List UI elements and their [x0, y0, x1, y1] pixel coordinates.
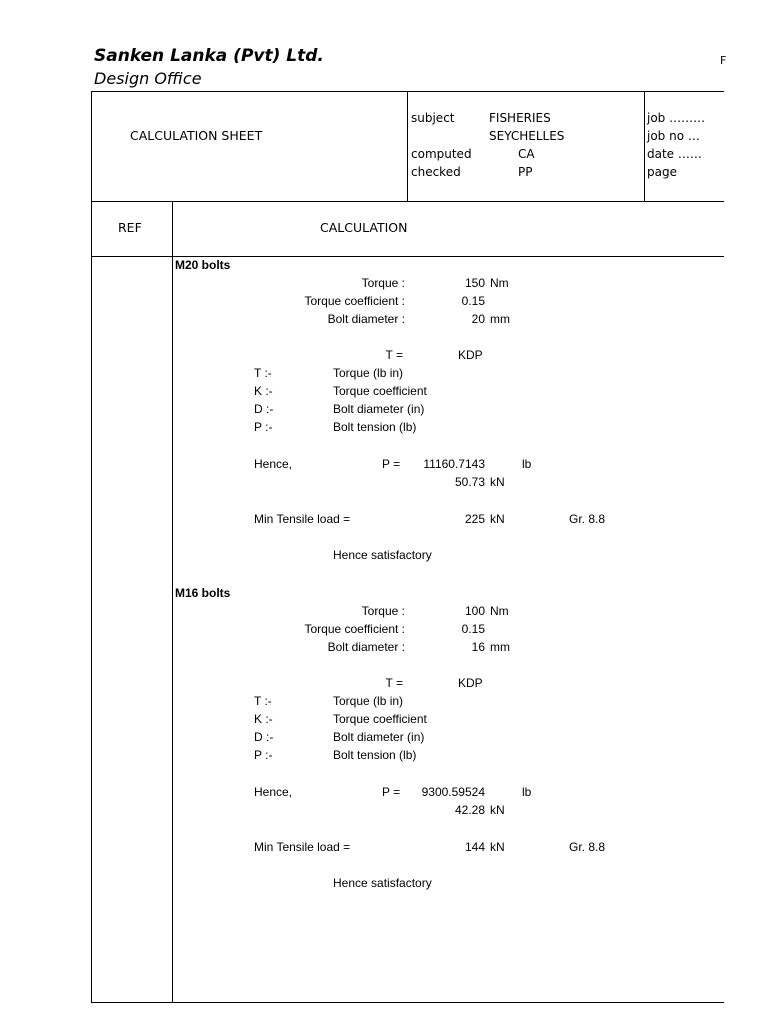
formula-rhs: KDP	[458, 348, 483, 362]
bolt-tension-unit-lb: lb	[522, 457, 532, 471]
definition-symbol: D :-	[254, 730, 274, 744]
job-no-label: job no …	[647, 129, 700, 143]
torque-coefficient-value: 0.15	[461, 622, 485, 636]
bolt-diameter-value: 20	[471, 312, 485, 326]
torque-unit: Nm	[490, 276, 509, 290]
formula-lhs: T =	[385, 676, 403, 690]
definition-symbol: D :-	[254, 402, 274, 416]
definition-description: Torque (lb in)	[333, 366, 404, 380]
hence-label: Hence,	[254, 785, 293, 799]
section-title: M20 bolts	[175, 258, 231, 272]
min-tensile-load-unit: kN	[490, 512, 505, 526]
bolt-tension-label: P =	[382, 785, 401, 799]
bolt-diameter-label: Bolt diameter :	[327, 640, 405, 654]
bolt-grade: Gr. 8.8	[569, 512, 606, 526]
torque-coefficient-value: 0.15	[461, 294, 485, 308]
definition-symbol: K :-	[254, 712, 273, 726]
definition-symbol: T :-	[254, 694, 272, 708]
definition-description: Bolt diameter (in)	[333, 402, 425, 416]
subject-line-2: SEYCHELLES	[489, 129, 565, 143]
bolt-tension-value-kn: 50.73	[454, 475, 485, 489]
bolt-tension-value-kn: 42.28	[454, 803, 485, 817]
date-label: date ……	[647, 147, 702, 161]
conclusion-text: Hence satisfactory	[333, 548, 432, 562]
table-bottom-border	[91, 1002, 724, 1003]
company-name: Sanken Lanka (Pvt) Ltd.	[94, 46, 324, 66]
definition-description: Torque coefficient	[333, 384, 427, 398]
min-tensile-load-unit: kN	[490, 840, 505, 854]
office-name: Design Office	[94, 69, 202, 88]
left-border	[91, 91, 92, 1003]
definition-description: Bolt diameter (in)	[333, 730, 425, 744]
computed-value: CA	[518, 147, 535, 161]
bolt-tension-value-lb: 9300.59524	[421, 785, 485, 799]
torque-label: Torque :	[361, 604, 405, 618]
bolt-diameter-value: 16	[471, 640, 485, 654]
section-title: M16 bolts	[175, 586, 231, 600]
definition-description: Torque (lb in)	[333, 694, 404, 708]
bolt-grade: Gr. 8.8	[569, 840, 606, 854]
bolt-tension-label: P =	[382, 457, 401, 471]
definition-symbol: P :-	[254, 748, 273, 762]
bolt-tension-unit-kn: kN	[490, 475, 505, 489]
bolt-diameter-label: Bolt diameter :	[327, 312, 405, 326]
sheet-title: CALCULATION SHEET	[130, 128, 263, 143]
bolt-tension-unit-kn: kN	[490, 803, 505, 817]
checked-value: PP	[518, 165, 533, 179]
header-bottom-border	[91, 201, 724, 202]
min-tensile-load-value: 225	[464, 512, 485, 526]
conclusion-text: Hence satisfactory	[333, 876, 432, 890]
ref-column-header: REF	[118, 220, 142, 235]
bolt-tension-unit-lb: lb	[522, 785, 532, 799]
ref-column-divider	[172, 201, 173, 1003]
bolt-diameter-unit: mm	[490, 640, 510, 654]
min-tensile-load-label: Min Tensile load =	[254, 512, 351, 526]
torque-value: 100	[464, 604, 485, 618]
computed-label: computed	[411, 147, 472, 161]
formula-lhs: T =	[385, 348, 403, 362]
torque-label: Torque :	[361, 276, 405, 290]
min-tensile-load-label: Min Tensile load =	[254, 840, 351, 854]
hence-label: Hence,	[254, 457, 293, 471]
calculation-column-header: CALCULATION	[320, 220, 408, 235]
definition-description: Torque coefficient	[333, 712, 427, 726]
definition-symbol: T :-	[254, 366, 272, 380]
subject-line-1: FISHERIES	[489, 111, 551, 125]
torque-unit: Nm	[490, 604, 509, 618]
column-header-bottom-border	[91, 256, 724, 257]
header-divider-1	[407, 91, 408, 201]
corner-mark: F	[720, 54, 727, 67]
definition-symbol: K :-	[254, 384, 273, 398]
subject-label: subject	[411, 111, 455, 125]
formula-rhs: KDP	[458, 676, 483, 690]
header-divider-2	[644, 91, 645, 201]
page-label: page	[647, 165, 677, 179]
bolt-diameter-unit: mm	[490, 312, 510, 326]
checked-label: checked	[411, 165, 461, 179]
torque-value: 150	[464, 276, 485, 290]
bolt-tension-value-lb: 11160.7143	[423, 457, 485, 471]
min-tensile-load-value: 144	[464, 840, 485, 854]
definition-description: Bolt tension (lb)	[333, 420, 417, 434]
job-label: job ………	[647, 111, 706, 125]
definition-symbol: P :-	[254, 420, 273, 434]
definition-description: Bolt tension (lb)	[333, 748, 417, 762]
torque-coefficient-label: Torque coefficient :	[304, 622, 405, 636]
torque-coefficient-label: Torque coefficient :	[304, 294, 405, 308]
